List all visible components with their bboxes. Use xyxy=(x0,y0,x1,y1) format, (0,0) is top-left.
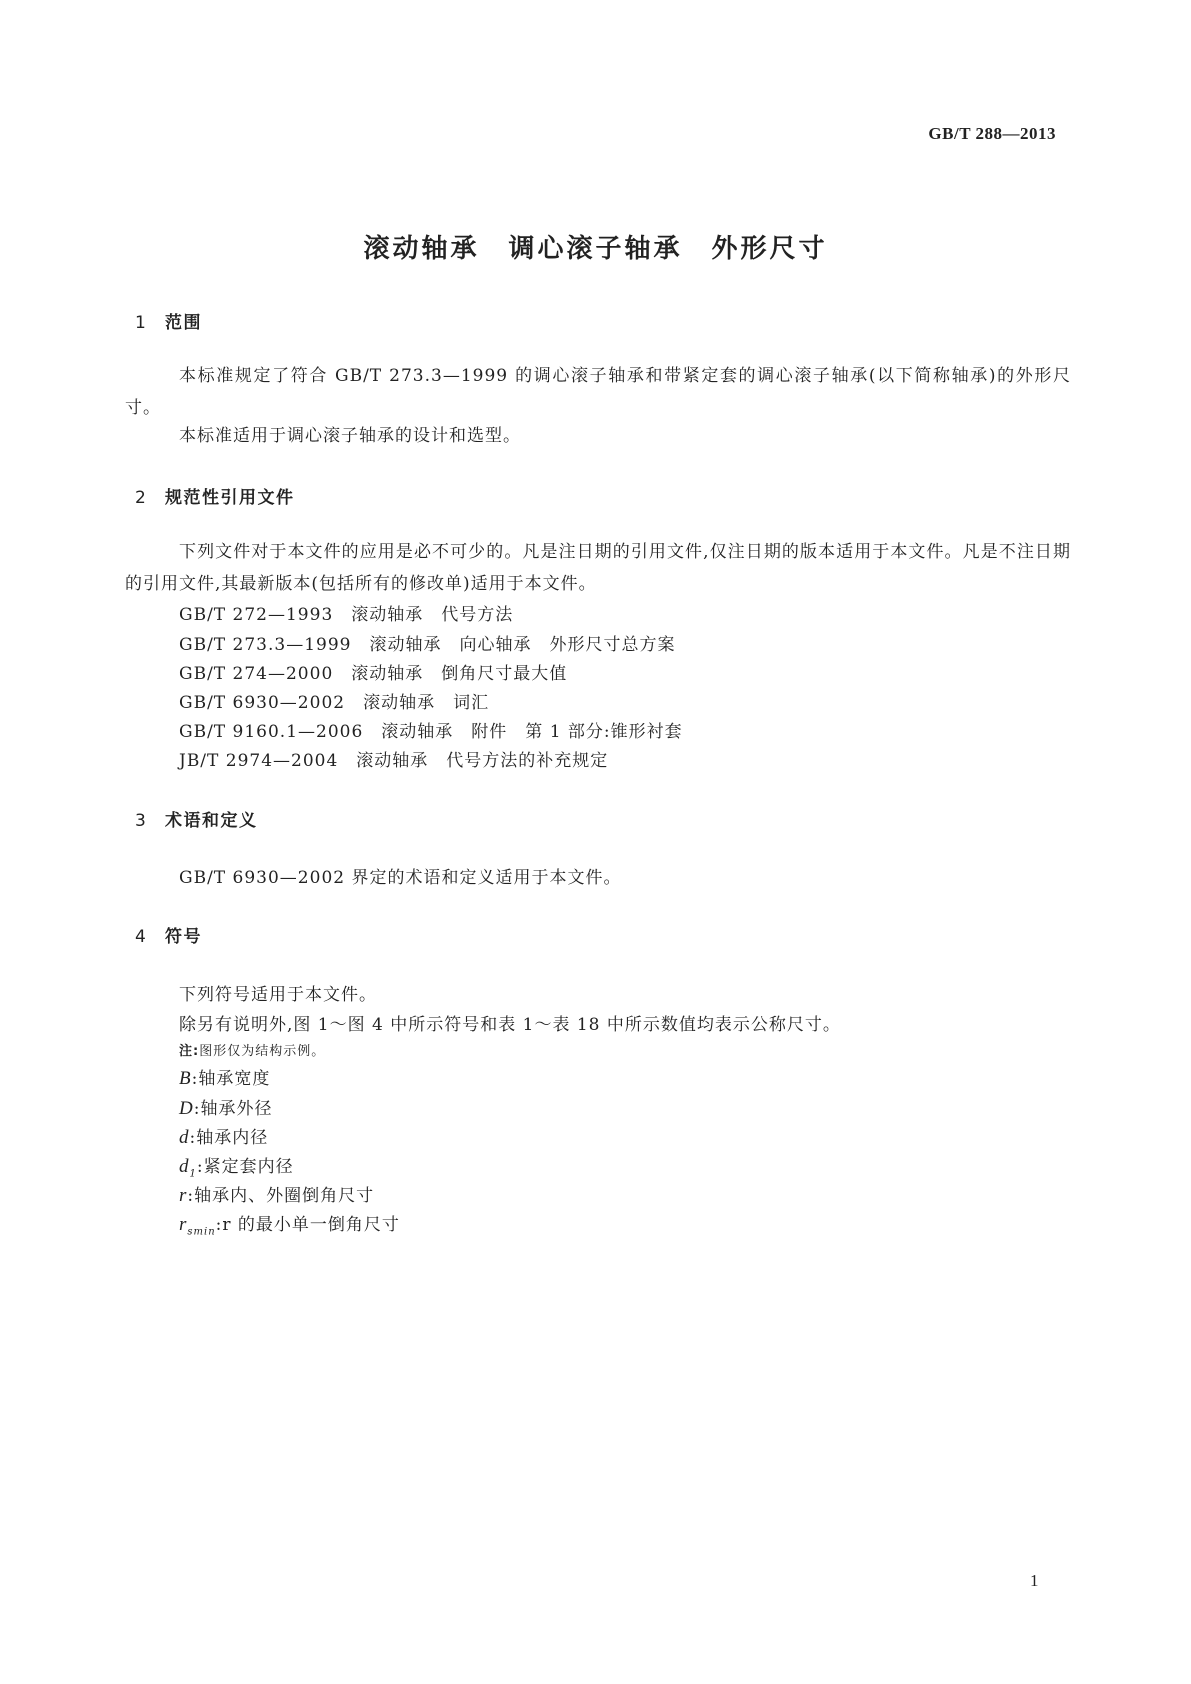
section-number: 1 xyxy=(135,313,148,333)
symbol-definition xyxy=(179,1181,374,1207)
symbols-intro-2: 除另有说明外,图 1～图 4 中所示符号和表 1～表 18 中所示数值均表示公称尺寸。 xyxy=(179,1015,841,1035)
references-intro: 下列文件对于本文件的应用是必不可少的。凡是注日期的引用文件,仅注日期的版本适用于本文件。凡是不注日期的引用文件,其最新版本(包括所有的修改单)适用于本文件。 xyxy=(125,542,1071,594)
symbol-definition xyxy=(179,1094,272,1120)
section-title: 符号 xyxy=(165,927,202,947)
symbol-description: :紧定套内径 xyxy=(196,1157,294,1177)
section-heading-symbols xyxy=(135,922,202,947)
symbol-description: :轴承宽度 xyxy=(191,1069,271,1089)
section-title: 范围 xyxy=(165,313,202,333)
symbol: D xyxy=(179,1098,194,1119)
symbol: B xyxy=(179,1068,192,1089)
symbol: r xyxy=(179,1214,188,1235)
symbol-definition xyxy=(179,1123,268,1149)
symbol-description: :r 的最小单一倒角尺寸 xyxy=(215,1215,400,1235)
section-title: 术语和定义 xyxy=(165,811,258,831)
symbol: d xyxy=(179,1127,190,1148)
section-number: 3 xyxy=(135,811,148,831)
section-heading-scope xyxy=(135,308,202,333)
symbol: d xyxy=(179,1156,190,1177)
scope-paragraph-2: 本标准适用于调心滚子轴承的设计和选型。 xyxy=(179,426,521,446)
symbols-intro: 下列符号适用于本文件。 xyxy=(179,985,377,1005)
note-label: 注: xyxy=(179,1044,200,1059)
terms-paragraph: GB/T 6930—2002 界定的术语和定义适用于本文件。 xyxy=(179,868,622,888)
reference-item: GB/T 9160.1—2006 滚动轴承 附件 第 1 部分:锥形衬套 xyxy=(179,722,683,742)
note-text: 图形仅为结构示例。 xyxy=(199,1044,326,1059)
page-number: 1 xyxy=(1030,1571,1039,1590)
reference-item: JB/T 2974—2004 滚动轴承 代号方法的补充规定 xyxy=(179,751,609,771)
scope-paragraph-1: 本标准规定了符合 GB/T 273.3—1999 的调心滚子轴承和带紧定套的调心滚子轴承(以下简称轴承)的外形尺寸。 xyxy=(125,366,1071,418)
symbol-definition xyxy=(179,1152,294,1179)
symbol-definition xyxy=(179,1210,400,1237)
section-number: 2 xyxy=(135,488,148,508)
reference-item: GB/T 273.3—1999 滚动轴承 向心轴承 外形尺寸总方案 xyxy=(179,635,676,655)
symbol-subscript: smin xyxy=(187,1226,216,1238)
reference-item: GB/T 272—1993 滚动轴承 代号方法 xyxy=(179,605,514,625)
standard-code: GB/T 288—2013 xyxy=(928,124,1056,143)
symbol: r xyxy=(179,1185,188,1206)
section-heading-terms xyxy=(135,806,258,831)
symbol-subscript: 1 xyxy=(189,1168,197,1180)
section-title: 规范性引用文件 xyxy=(165,488,295,508)
symbol-definition xyxy=(179,1064,270,1090)
section-number: 4 xyxy=(135,927,148,947)
document-title: 滚动轴承 调心滚子轴承 外形尺寸 xyxy=(363,234,828,264)
symbol-description: :轴承内、外圈倒角尺寸 xyxy=(187,1186,375,1206)
reference-item: GB/T 6930—2002 滚动轴承 词汇 xyxy=(179,693,490,713)
symbol-description: :轴承内径 xyxy=(189,1128,269,1148)
reference-item: GB/T 274—2000 滚动轴承 倒角尺寸最大值 xyxy=(179,664,568,684)
section-heading-normative-references xyxy=(135,483,295,508)
symbol-description: :轴承外径 xyxy=(193,1099,273,1119)
note xyxy=(179,1040,325,1059)
